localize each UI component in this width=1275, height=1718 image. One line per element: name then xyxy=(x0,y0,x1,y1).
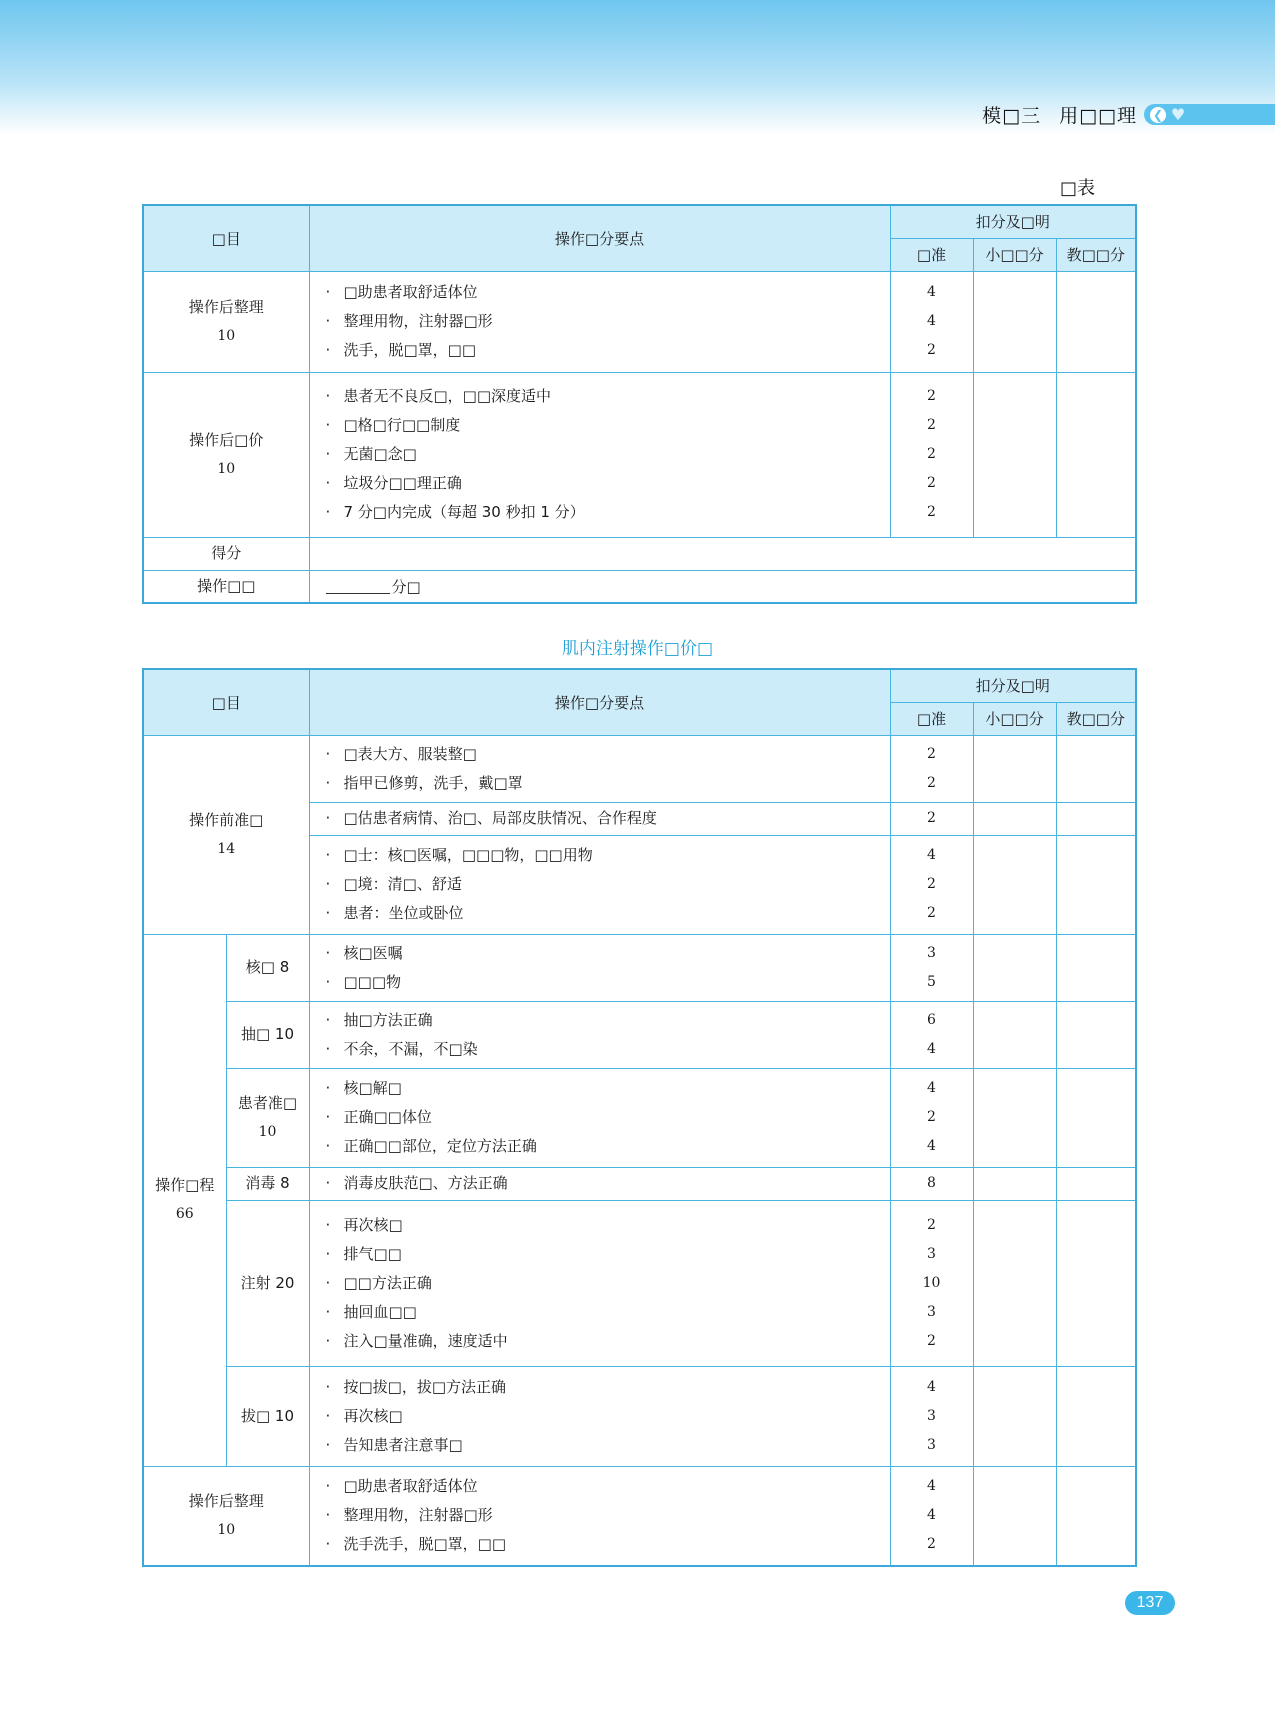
teacher-score-cell[interactable] xyxy=(1056,1001,1136,1068)
items-cell xyxy=(309,271,890,372)
section-cell xyxy=(143,735,309,934)
teacher-score-cell[interactable] xyxy=(1056,835,1136,934)
header-standard: □准 xyxy=(890,702,973,735)
list-item: · 洗手洗手，脱□罩，□□ xyxy=(325,1535,507,1554)
subsection-name: 抽□ 10 xyxy=(226,1001,309,1068)
subsection-cell xyxy=(226,1068,309,1167)
section-name: 操作后整理 xyxy=(188,1491,264,1510)
time-unit: 分□ xyxy=(391,577,421,596)
time-blank[interactable] xyxy=(326,577,390,594)
table-row xyxy=(143,1466,1136,1566)
subsection-name: 消毒 8 xyxy=(226,1167,309,1200)
group-score-cell[interactable] xyxy=(973,735,1056,802)
list-item: · 洗手，脱□罩，□□ xyxy=(325,341,477,359)
header-points: 操作□分要点 xyxy=(309,669,890,735)
teacher-score-cell[interactable] xyxy=(1056,271,1136,372)
standard-cell: 4 4 2 xyxy=(890,1466,973,1566)
heart-icon: ♥ xyxy=(1170,105,1186,124)
teacher-score-cell[interactable] xyxy=(1056,1068,1136,1167)
table-row xyxy=(143,934,1136,1001)
list-item: · □士：核□医嘱，□□□物，□□用物 xyxy=(325,846,593,864)
list-item: · □□方法正确 xyxy=(325,1273,432,1292)
group-score-cell[interactable] xyxy=(973,1167,1056,1200)
subsection-name: 注射 20 xyxy=(226,1200,309,1366)
chapter-name: 用□□理 xyxy=(1059,105,1137,127)
teacher-score-cell[interactable] xyxy=(1056,802,1136,835)
header-teacher-score: 教□□分 xyxy=(1056,238,1136,271)
standard-cell: 2 2 2 2 2 xyxy=(890,372,973,537)
table-row xyxy=(143,537,1136,570)
score-table-continued xyxy=(142,204,1137,604)
list-item: · 正确□□体位 xyxy=(325,1108,432,1126)
group-score-cell[interactable] xyxy=(973,802,1056,835)
list-item: · 注入□量准确，速度适中 xyxy=(325,1331,508,1350)
total-label: 得分 xyxy=(143,537,309,570)
chapter-pill xyxy=(1144,104,1275,125)
chapter-title xyxy=(982,101,1137,128)
items-cell xyxy=(309,735,890,802)
list-item: · 垃圾分□□理正确 xyxy=(325,474,462,492)
list-item: · 告知患者注意事□ xyxy=(325,1435,463,1454)
list-item: · 整理用物，注射器□形 xyxy=(325,1506,493,1525)
section-cell xyxy=(143,372,309,537)
section-cell xyxy=(143,934,226,1466)
subsection-name: 核□ 8 xyxy=(226,934,309,1001)
chapter-module: 模□三 xyxy=(982,105,1042,127)
items-cell xyxy=(309,1200,890,1366)
continued-label: □表 xyxy=(1060,178,1096,199)
items-cell xyxy=(309,1167,890,1200)
teacher-score-cell[interactable] xyxy=(1056,1366,1136,1466)
group-score-cell[interactable] xyxy=(973,372,1056,537)
list-item: · □格□行□□制度 xyxy=(325,416,461,434)
section-score: 10 xyxy=(217,460,236,477)
teacher-score-cell[interactable] xyxy=(1056,1466,1136,1566)
list-item: · □助患者取舒适体位 xyxy=(325,283,478,301)
list-item: · 无菌□念□ xyxy=(325,445,417,463)
list-item: · 7 分□内完成（每超 30 秒扣 1 分） xyxy=(325,503,585,521)
list-item: · 患者无不良反□，□□深度适中 xyxy=(325,387,552,405)
list-item: · □□□物 xyxy=(325,972,402,991)
table-row xyxy=(143,1001,1136,1068)
standard-cell: 6 4 xyxy=(890,1001,973,1068)
list-item: · 核□医嘱 xyxy=(325,943,403,962)
section-name: 操作后□价 xyxy=(189,430,264,449)
teacher-score-cell[interactable] xyxy=(1056,1200,1136,1366)
header-project: □目 xyxy=(143,669,309,735)
standard-cell: 2 2 xyxy=(890,735,973,802)
section-score: 14 xyxy=(217,840,236,857)
items-cell xyxy=(309,372,890,537)
list-item: · 排气□□ xyxy=(325,1244,402,1263)
standard-cell: 3 5 xyxy=(890,934,973,1001)
header-points: 操作□分要点 xyxy=(309,205,890,271)
section-cell xyxy=(143,1466,309,1566)
list-item: · 按□拔□，拔□方法正确 xyxy=(325,1377,507,1396)
table-row xyxy=(143,372,1136,537)
list-item: · 整理用物，注射器□形 xyxy=(325,312,493,330)
list-item: · □境：清□、舒适 xyxy=(325,875,462,893)
section-score: 10 xyxy=(217,1521,236,1538)
section-name: 操作前准□ xyxy=(189,810,264,829)
list-item: · □估患者病情、治□、局部皮肤情况、合作程度 xyxy=(325,809,657,827)
list-item: · 不余，不漏，不□染 xyxy=(325,1039,478,1058)
table-row xyxy=(143,1366,1136,1466)
items-cell xyxy=(309,1366,890,1466)
header-group-score: 小□□分 xyxy=(973,238,1056,271)
list-item: · 正确□□部位，定位方法正确 xyxy=(325,1137,537,1155)
section-cell xyxy=(143,271,309,372)
standard-cell: 2 3 10 3 2 xyxy=(890,1200,973,1366)
items-cell xyxy=(309,1068,890,1167)
section-name: 操作后整理 xyxy=(188,297,264,316)
subsection-name: 拔□ 10 xyxy=(226,1366,309,1466)
list-item: · 指甲已修剪，洗手，戴□罩 xyxy=(325,773,523,792)
group-score-cell[interactable] xyxy=(973,835,1056,934)
teacher-score-cell[interactable] xyxy=(1056,735,1136,802)
section-score: 10 xyxy=(217,327,236,344)
list-item: · □助患者取舒适体位 xyxy=(325,1477,478,1496)
score-table-im-injection xyxy=(142,668,1137,1567)
list-item: · □表大方、服装整□ xyxy=(325,744,477,763)
items-cell xyxy=(309,1466,890,1566)
table2-title: 肌内注射操作□价□ xyxy=(561,639,714,659)
teacher-score-cell[interactable] xyxy=(1056,1167,1136,1200)
header-deduct: 扣分及□明 xyxy=(890,669,1136,702)
group-score-cell[interactable] xyxy=(973,1001,1056,1068)
group-score-cell[interactable] xyxy=(973,1200,1056,1366)
items-cell xyxy=(309,1001,890,1068)
table-row xyxy=(143,271,1136,372)
table-row xyxy=(143,1200,1136,1366)
standard-cell: 2 xyxy=(890,802,973,835)
header-standard: □准 xyxy=(890,238,973,271)
group-score-cell[interactable] xyxy=(973,1466,1056,1566)
table-row xyxy=(143,1167,1136,1200)
header-group-score: 小□□分 xyxy=(973,702,1056,735)
items-cell xyxy=(309,802,890,835)
items-cell xyxy=(309,835,890,934)
teacher-score-cell[interactable] xyxy=(1056,372,1136,537)
group-score-cell[interactable] xyxy=(973,1068,1056,1167)
list-item: · 患者：坐位或卧位 xyxy=(325,904,464,922)
time-label: 操作□□ xyxy=(143,570,309,603)
list-item: · 再次核□ xyxy=(325,1215,403,1234)
list-item: · 抽□方法正确 xyxy=(325,1010,433,1029)
items-cell xyxy=(309,934,890,1001)
standard-cell: 4 3 3 xyxy=(890,1366,973,1466)
list-item: · 消毒皮肤范□、方法正确 xyxy=(325,1174,508,1192)
header-deduct: 扣分及□明 xyxy=(890,205,1136,238)
list-item: · 再次核□ xyxy=(325,1406,403,1425)
table-row xyxy=(143,1068,1136,1167)
standard-cell: 8 xyxy=(890,1167,973,1200)
section-name: 操作□程 xyxy=(155,1176,215,1194)
time-value-cell[interactable] xyxy=(309,570,1136,603)
standard-cell: 4 2 4 xyxy=(890,1068,973,1167)
header-teacher-score: 教□□分 xyxy=(1056,702,1136,735)
table-row xyxy=(143,735,1136,802)
subsection-score: 10 xyxy=(258,1123,277,1140)
section-score: 66 xyxy=(175,1206,194,1222)
standard-cell: 4 4 2 xyxy=(890,271,973,372)
list-item: · 抽回血□□ xyxy=(325,1302,417,1321)
table-row xyxy=(143,570,1136,603)
subsection-name: 患者准□ xyxy=(237,1093,298,1112)
teacher-score-cell[interactable] xyxy=(1056,934,1136,1001)
group-score-cell[interactable] xyxy=(973,1366,1056,1466)
total-value-cell[interactable] xyxy=(309,537,1136,570)
page-number: 137 xyxy=(1125,1591,1175,1615)
group-score-cell[interactable] xyxy=(973,934,1056,1001)
list-item: · 核□解□ xyxy=(325,1079,402,1097)
standard-cell: 4 2 2 xyxy=(890,835,973,934)
group-score-cell[interactable] xyxy=(973,271,1056,372)
header-project: □目 xyxy=(143,205,309,271)
arrow-left-icon: ❮ xyxy=(1150,107,1166,123)
